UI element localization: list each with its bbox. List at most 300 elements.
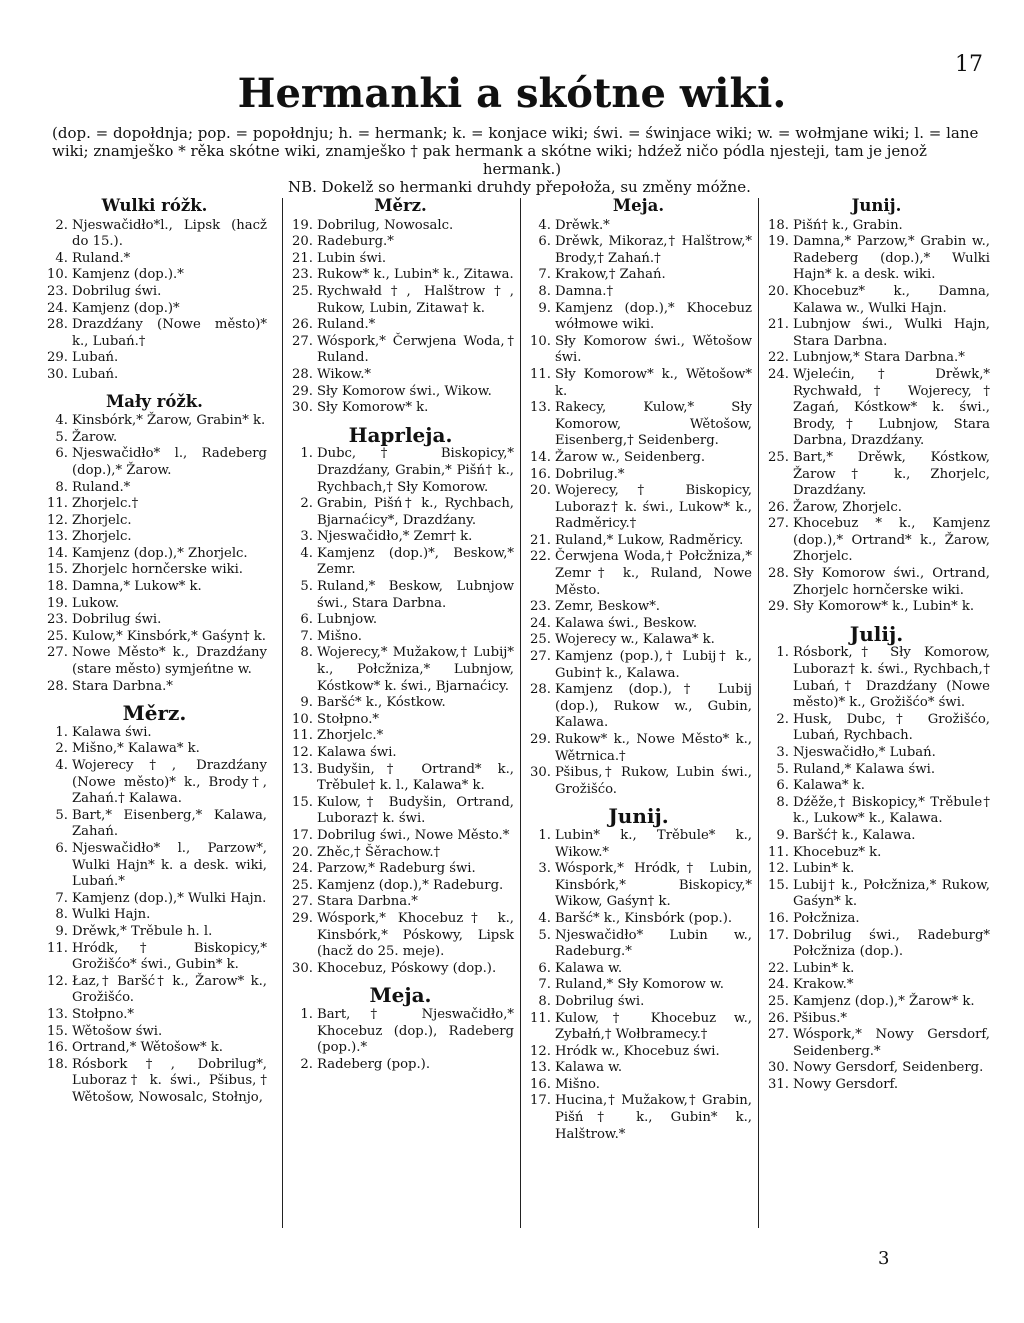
- entry-day: 3.: [776, 745, 789, 760]
- entry-day: 22.: [768, 960, 789, 976]
- market-entry: [287, 828, 514, 845]
- entry-text: Damna,* Lukow* k.: [72, 579, 202, 595]
- entry-text: Wikow.*: [317, 366, 371, 382]
- month-heading: Wulki róžk.: [101, 196, 208, 215]
- entry-text: Žarow w., Seidenberg.: [555, 449, 706, 465]
- entry-day: 13.: [530, 1060, 551, 1076]
- entry-day: 8.: [300, 645, 313, 661]
- market-entry: [287, 712, 514, 729]
- market-entry: [287, 911, 514, 961]
- entry-day: 30.: [47, 366, 68, 382]
- entry-day: 28.: [292, 366, 313, 382]
- market-entry: [763, 599, 990, 616]
- entry-text: Kamjenz (dop.),* Žarow* k.: [793, 993, 975, 1009]
- market-entry: [42, 725, 267, 742]
- market-entry: [42, 1007, 267, 1024]
- entry-day: 6.: [300, 612, 313, 628]
- entry-text: Khocebuz * k., Kamjenz (dop.),* Ortrand* k., Žarow, Zhorjelc.: [793, 516, 990, 565]
- entry-day: 25.: [292, 283, 313, 299]
- market-entry: [763, 1027, 990, 1060]
- entry-text: Dubc,† Biskopicy,* Drazdźany, Grabin,* Pišń† k., Rychbach,† Sły Komorow.: [317, 446, 514, 495]
- entry-text: Pišń† k., Grabin.: [793, 217, 903, 233]
- market-entry: [763, 828, 990, 845]
- entry-day: 14.: [47, 545, 68, 561]
- entry-day: 24.: [530, 615, 551, 631]
- entry-day: 12.: [292, 745, 313, 760]
- column-2: [282, 198, 514, 1228]
- entry-text: Drazdźany (Nowe město)* k., Lubań.†: [72, 317, 267, 349]
- entry-day: 25.: [292, 877, 313, 893]
- entry-text: Baršć† k., Kalawa.: [793, 827, 916, 843]
- entry-text: Husk, Dubc,† Grožišćo, Lubań, Rychbach.: [793, 711, 990, 744]
- entry-day: 25.: [530, 632, 551, 648]
- entry-day: 17.: [768, 927, 789, 943]
- market-entry: [287, 529, 514, 546]
- entry-text: Rychwałd†, Halštrow†, Rukow, Lubin, Zitawa† k.: [317, 283, 514, 316]
- entry-text: Ruland,* Lukow, Radměricy.: [555, 532, 744, 548]
- entry-day: 9.: [55, 923, 68, 939]
- entry-day: 11.: [292, 728, 313, 744]
- entry-day: 30.: [530, 765, 551, 781]
- market-entry: [525, 483, 752, 533]
- entry-text: Njeswačidło*l., Lipsk (hacž do 15.).: [72, 217, 267, 250]
- market-entry: [42, 841, 267, 891]
- entry-text: Łaz,† Baršć† k., Žarow* k., Grožišćo.: [72, 973, 267, 1006]
- entry-day: 30.: [292, 400, 313, 416]
- market-entry: [287, 400, 514, 417]
- entry-day: 5.: [300, 579, 313, 595]
- market-entry: [287, 795, 514, 828]
- market-entry: [525, 928, 752, 961]
- entry-text: Khocebuz* k., Damna, Kalawa w., Wulki Hajn.: [793, 283, 990, 316]
- entry-day: 26.: [768, 499, 789, 515]
- market-entry: [525, 367, 752, 400]
- market-entry: [763, 645, 990, 711]
- entry-day: 6.: [55, 446, 68, 462]
- entry-day: 20.: [530, 483, 551, 499]
- entry-day: 24.: [768, 366, 789, 382]
- entry-text: Kamjenz (dop.)*, Beskow,* Zemr.: [317, 545, 514, 578]
- market-entry: [525, 682, 752, 732]
- market-entry: [763, 1060, 990, 1077]
- entry-day: 25.: [768, 449, 789, 465]
- abbreviation-legend: [52, 124, 992, 178]
- entry-day: 6.: [776, 778, 789, 794]
- market-entry: [763, 762, 990, 779]
- entry-day: 28.: [768, 566, 789, 582]
- entry-day: 1.: [300, 1006, 313, 1022]
- entry-day: 16.: [768, 910, 789, 926]
- market-entry: [763, 712, 990, 745]
- entry-text: Rakecy, Kulow,* Sły Komorow, Wětošow, Eisenberg,† Seidenberg.: [555, 400, 752, 449]
- market-entry: [42, 907, 267, 924]
- entry-day: 7.: [538, 977, 551, 993]
- entry-text: Damna.†: [555, 283, 614, 299]
- market-entry: [42, 596, 267, 613]
- entry-text: Ruland,* Kalawa świ.: [793, 761, 936, 777]
- market-entry: [42, 546, 267, 563]
- entry-text: Kalawa* k.: [793, 778, 865, 794]
- market-entry: [525, 911, 752, 928]
- entry-text: Wojerecy†, Drazdźany (Nowe město)* k., Brody†, Zahań.† Kalawa.: [72, 758, 267, 807]
- market-entry: [287, 251, 514, 268]
- entry-text: Dobrilug świ.: [72, 283, 162, 299]
- entry-day: 12.: [530, 1043, 551, 1059]
- entry-day: 6.: [538, 960, 551, 976]
- entry-text: Stara Darbna.*: [317, 894, 418, 910]
- entry-text: Dobrilug.*: [555, 466, 625, 482]
- entry-text: Sły Komorow* k., Lubin* k.: [793, 599, 975, 615]
- entry-day: 13.: [47, 1006, 68, 1022]
- market-entry: [42, 529, 267, 546]
- entry-day: 1.: [538, 827, 551, 843]
- entry-day: 5.: [776, 761, 789, 777]
- entry-day: 21.: [292, 250, 313, 266]
- entry-day: 22.: [768, 350, 789, 366]
- market-entry: [763, 516, 990, 566]
- entry-text: Pšibus,† Rukow, Lubin świ., Grožišćo.: [555, 765, 752, 797]
- market-entry: [42, 629, 267, 646]
- market-entry: [287, 762, 514, 795]
- market-entry: [287, 894, 514, 911]
- entry-text: Wětošow świ.: [72, 1023, 163, 1039]
- market-entry: [763, 845, 990, 862]
- entry-text: Zhorjelc.*: [317, 728, 384, 744]
- market-entry: [287, 645, 514, 695]
- market-entry: [287, 845, 514, 862]
- entry-text: Grabin, Pišń† k., Rychbach, Bjarnaćicy*, Drazdźany.: [317, 496, 514, 528]
- entry-text: Khocebuz, Póskowy (dop.).: [317, 960, 497, 976]
- entry-text: Hródk,† Biskopicy,* Grožišćo* świ., Gubin* k.: [72, 940, 267, 973]
- entry-text: Ruland.*: [72, 250, 131, 266]
- market-entry: [763, 977, 990, 994]
- entry-text: Kulow,* Kinsbórk,* Gaśyn† k.: [72, 628, 266, 644]
- entry-text: Kamjenz (dop.),* Zhorjelc.: [72, 545, 248, 561]
- entry-day: 28.: [530, 682, 551, 698]
- market-entry: [42, 562, 267, 579]
- entry-text: Bart,* Eisenberg,* Kalawa, Zahań.: [72, 807, 267, 840]
- entry-day: 2.: [300, 1056, 313, 1072]
- entry-day: 21.: [768, 317, 789, 333]
- entry-text: Mišno.: [317, 628, 362, 644]
- month-heading: Junij.: [608, 804, 669, 829]
- entry-text: Stołpno.*: [72, 1006, 134, 1022]
- entry-day: 14.: [530, 449, 551, 465]
- month-heading: Mały róžk.: [106, 391, 203, 411]
- column-4: [758, 198, 990, 1228]
- market-entry: [763, 367, 990, 450]
- market-entry: [42, 301, 267, 318]
- legend-line: (dop. = dopołdnja; pop. = popołdnju; h. = hermank; k. = konjace wiki; świ. = świnjace wiki; w. = wołmjane wiki; l. = lane: [52, 124, 979, 142]
- entry-day: 20.: [292, 234, 313, 250]
- entry-text: Kamjenz (dop.),* Khocebuz wółmowe wiki.: [555, 300, 752, 333]
- market-entry: [287, 317, 514, 334]
- entry-day: 29.: [292, 383, 313, 399]
- entry-text: Wóspork,* Khocebuz† k., Kinsbórk,* Póskowy, Lipsk (hacž do 25. meje).: [317, 910, 514, 960]
- entry-text: Wojerecy,* Mužakow,† Lubij* k., Połcžniza,* Lubnjow, Kóstkow* k. świ., Bjarnaćicy.: [317, 645, 514, 694]
- entry-day: 9.: [538, 300, 551, 316]
- entry-day: 2.: [776, 711, 789, 727]
- column-3: [520, 198, 752, 1228]
- entry-day: 10.: [530, 333, 551, 349]
- market-entry: [42, 1024, 267, 1041]
- market-entry: [763, 911, 990, 928]
- market-entry: [42, 284, 267, 301]
- entry-text: Rukow* k., Lubin* k., Zitawa.: [317, 267, 514, 283]
- month-heading: Junij.: [851, 196, 902, 215]
- entry-day: 18.: [47, 579, 68, 595]
- market-entry: [287, 728, 514, 745]
- entry-text: Nowe Město* k., Drazdźany (stare město) symjeńtne w.: [72, 645, 267, 678]
- entry-day: 29.: [292, 910, 313, 926]
- market-entry: [287, 612, 514, 629]
- entry-text: Kalawa w.: [555, 960, 623, 976]
- market-entry: [525, 218, 752, 235]
- market-entry: [287, 1007, 514, 1057]
- market-entry: [287, 1057, 514, 1074]
- entry-text: Žarow.: [72, 429, 118, 445]
- market-entry: [287, 629, 514, 646]
- market-entry: [42, 430, 267, 447]
- market-entry: [42, 645, 267, 678]
- market-entry: [763, 284, 990, 317]
- entry-day: 11.: [47, 940, 68, 956]
- entry-day: 29.: [768, 599, 789, 615]
- entry-day: 5.: [538, 927, 551, 943]
- entry-day: 7.: [300, 628, 313, 644]
- entry-day: 27.: [530, 649, 551, 665]
- page-title: Hermanki a skótne wiki.: [237, 70, 787, 117]
- market-entry: [42, 758, 267, 808]
- entry-text: Zhorjelc.: [72, 529, 132, 545]
- entry-text: Kamjenz (dop.),* Wulki Hajn.: [72, 890, 267, 906]
- entry-text: Njeswačidło,* Zemr† k.: [317, 529, 473, 545]
- market-entry: [42, 974, 267, 1007]
- entry-day: 9.: [300, 695, 313, 711]
- entry-text: Dobrilug świ.: [555, 993, 645, 1009]
- entry-text: Ruland.*: [317, 317, 376, 333]
- market-entry: [525, 334, 752, 367]
- market-entry: [42, 367, 267, 384]
- market-entry: [763, 994, 990, 1011]
- entry-text: Ruland,* Sły Komorow w.: [555, 977, 724, 993]
- entry-day: 20.: [768, 283, 789, 299]
- entry-text: Žarow, Zhorjelc.: [793, 499, 902, 515]
- entry-day: 19.: [768, 234, 789, 250]
- market-entry: [525, 1011, 752, 1044]
- market-entry: [763, 317, 990, 350]
- market-entry: [42, 924, 267, 941]
- entry-day: 13.: [292, 761, 313, 777]
- entry-text: Dźěže,† Biskopicy,* Trěbule† k., Lukow* k., Kalawa.: [793, 794, 990, 827]
- entry-day: 4.: [55, 413, 68, 429]
- market-entry: [42, 480, 267, 497]
- entry-text: Rósbork†, Dobrilug*, Luboraz† k. świ., Pšibus,† Wětošow, Nowosalc, Stołnjo,: [72, 1056, 267, 1105]
- market-entry: [525, 1060, 752, 1077]
- month-heading: Julij.: [849, 621, 904, 646]
- entry-text: Wjelećin,† Drěwk,* Rychwałd,† Wojerecy,† Zagań, Kóstkow* k. świ., Brody,† Lubnjow, Stara Darbna, Drazdźany.: [793, 366, 990, 449]
- market-entry: [763, 218, 990, 235]
- market-entry: [525, 234, 752, 267]
- entry-day: 20.: [292, 844, 313, 860]
- market-entry: [763, 795, 990, 828]
- entry-text: Połcžniza.: [793, 910, 860, 926]
- entry-day: 25.: [47, 628, 68, 644]
- entry-text: Ortrand,* Wětošow* k.: [72, 1040, 223, 1056]
- entry-day: 8.: [776, 794, 789, 810]
- market-entry: [42, 446, 267, 479]
- entry-day: 4.: [55, 758, 68, 773]
- market-entry: [42, 679, 267, 696]
- entry-day: 27.: [768, 516, 789, 532]
- entry-day: 7.: [55, 890, 68, 906]
- entry-text: Kalawa świ., Beskow.: [555, 615, 698, 631]
- entry-text: Kalawa w.: [555, 1060, 623, 1076]
- entry-day: 7.: [538, 267, 551, 283]
- month-heading: Měrz.: [122, 701, 187, 726]
- market-entry: [525, 1044, 752, 1061]
- entry-day: 3.: [538, 861, 551, 877]
- entry-text: Zhorjelc.: [72, 512, 132, 528]
- entry-day: 19.: [292, 217, 313, 233]
- entry-day: 2.: [55, 741, 68, 757]
- market-entry: [42, 496, 267, 513]
- entry-text: Kulow,† Budyšin, Ortrand, Luboraz† k. świ.: [317, 794, 514, 827]
- entry-day: 27.: [292, 333, 313, 349]
- entry-text: Lubin* k., Trěbule* k., Wikow.*: [555, 827, 752, 860]
- entry-text: Njeswačidło,* Lubań.: [793, 745, 936, 760]
- market-entry: [287, 384, 514, 401]
- market-entry: [525, 467, 752, 484]
- entry-day: 2.: [55, 217, 68, 233]
- market-entry: [525, 267, 752, 284]
- entry-text: Bart,* Drěwk, Kóstkow, Žarow† k., Zhorjelc, Drazdźany.: [793, 449, 990, 499]
- market-entry: [763, 1077, 990, 1094]
- market-entry: [525, 599, 752, 616]
- entry-text: Wulki Hajn.: [72, 907, 151, 923]
- legend-line: wiki; znamješko * rěka skótne wiki, znamješko † pak hermank a skótne wiki; hdźež ničo pódla njesteji, tam je jenož: [52, 142, 927, 160]
- entry-text: Pšibus.*: [793, 1010, 847, 1026]
- market-entry: [42, 251, 267, 268]
- entry-text: Rósbork,† Sły Komorow, Luboraz† k. świ., Rychbach,† Lubań,† Drazdźany (Nowe město)* k., Grožišćo* świ.: [793, 645, 990, 711]
- market-entry: [525, 549, 752, 599]
- entry-day: 4.: [538, 910, 551, 926]
- market-entry: [42, 1057, 267, 1107]
- market-entry: [525, 765, 752, 798]
- market-entry: [525, 961, 752, 978]
- market-entry: [287, 695, 514, 712]
- entry-day: 21.: [530, 532, 551, 548]
- entry-day: 9.: [776, 827, 789, 843]
- entry-day: 22.: [530, 549, 551, 565]
- entry-text: Wóspork,* Hródk,† Lubin, Kinsbórk,* Biskopicy,* Wikow, Gaśyn† k.: [555, 861, 752, 910]
- legend-line: hermank.): [482, 160, 562, 178]
- market-entry: [763, 500, 990, 517]
- entry-text: Nowy Gersdorf.: [793, 1076, 899, 1092]
- entry-day: 24.: [292, 861, 313, 877]
- market-entry: [42, 579, 267, 596]
- market-entry: [763, 861, 990, 878]
- market-entry: [42, 891, 267, 908]
- market-entry: [42, 218, 267, 251]
- market-entry: [287, 861, 514, 878]
- entry-day: 16.: [47, 1040, 68, 1056]
- market-entry: [763, 350, 990, 367]
- entry-text: Drěwk.*: [555, 217, 610, 233]
- entry-day: 1.: [776, 645, 789, 661]
- entry-day: 15.: [47, 562, 68, 578]
- market-entry: [763, 234, 990, 284]
- entry-text: Lubnjow,* Stara Darbna.*: [793, 350, 965, 366]
- entry-text: Kamjenz (dop.),* Radeburg.: [317, 877, 504, 893]
- entry-day: 18.: [768, 217, 789, 233]
- market-entry: [287, 267, 514, 284]
- entry-day: 12.: [47, 512, 68, 528]
- entry-day: 23.: [530, 599, 551, 615]
- market-entry: [287, 234, 514, 251]
- market-entry: [287, 878, 514, 895]
- market-entry: [525, 861, 752, 911]
- entry-day: 27.: [47, 645, 68, 661]
- market-entry: [763, 878, 990, 911]
- entry-text: Bart,† Njeswačidło,* Khocebuz (dop.), Radeberg (pop.).*: [317, 1006, 514, 1056]
- entry-day: 17.: [530, 1093, 551, 1109]
- entry-text: Parzow,* Radeburg świ.: [317, 861, 476, 877]
- entry-day: 29.: [47, 350, 68, 366]
- entry-day: 24.: [47, 300, 68, 316]
- month-heading: Měrz.: [374, 196, 427, 215]
- market-entry: [525, 732, 752, 765]
- market-entry: [525, 450, 752, 467]
- entry-text: Kamjenz (dop.).*: [72, 267, 184, 283]
- entry-day: 17.: [292, 827, 313, 843]
- entry-text: Radeburg.*: [317, 234, 394, 250]
- entry-text: Wojerecy,† Biskopicy, Luboraz† k. świ., Lukow* k., Radměricy.†: [555, 483, 752, 532]
- entry-text: Kamjenz (pop.),† Lubij† k., Gubin† k., Kalawa.: [555, 649, 752, 681]
- entry-day: 11.: [530, 366, 551, 382]
- entry-day: 8.: [538, 283, 551, 299]
- entry-text: Sły Komorow* k., Wětošow* k.: [555, 366, 752, 399]
- entry-text: Njeswačidło* l., Radeberg (dop.),* Žarow.: [72, 446, 267, 478]
- entry-text: Lubij† k., Połcžniza,* Rukow, Gaśyn* k.: [793, 877, 990, 910]
- market-entry: [525, 649, 752, 682]
- entry-text: Drěwk,* Trěbule h. l.: [72, 923, 213, 939]
- entry-day: 16.: [530, 1076, 551, 1092]
- entry-text: Hucina,† Mužakow,† Grabin, Pišń† k., Gubin* k., Halštrow.*: [555, 1093, 752, 1142]
- market-entry: [763, 1011, 990, 1028]
- entry-day: 27.: [292, 894, 313, 910]
- market-entry: [525, 1077, 752, 1094]
- entry-day: 18.: [47, 1056, 68, 1072]
- market-entry: [287, 546, 514, 579]
- entry-day: 30.: [768, 1060, 789, 1076]
- entry-day: 26.: [768, 1010, 789, 1026]
- entry-day: 6.: [538, 234, 551, 250]
- market-entry: [525, 301, 752, 334]
- entry-text: Rukow* k., Nowe Město* k., Wětrnica.†: [555, 732, 752, 764]
- nb-note: NB. Dokelž so hermanki druhdy přepołoža, su změny móžne.: [288, 178, 751, 196]
- entry-text: Čerwjena Woda,† Połcžniza,* Zemr† k., Ruland, Nowe Město.: [555, 549, 752, 598]
- entry-text: Lubin* k.: [793, 960, 855, 976]
- market-entry: [287, 496, 514, 529]
- market-entry: [42, 513, 267, 530]
- market-entry: [525, 994, 752, 1011]
- entry-day: 4.: [538, 217, 551, 233]
- market-entry: [525, 284, 752, 301]
- entry-text: Lubań.: [72, 350, 119, 366]
- market-entry: [42, 267, 267, 284]
- entry-text: Ruland.*: [72, 479, 131, 495]
